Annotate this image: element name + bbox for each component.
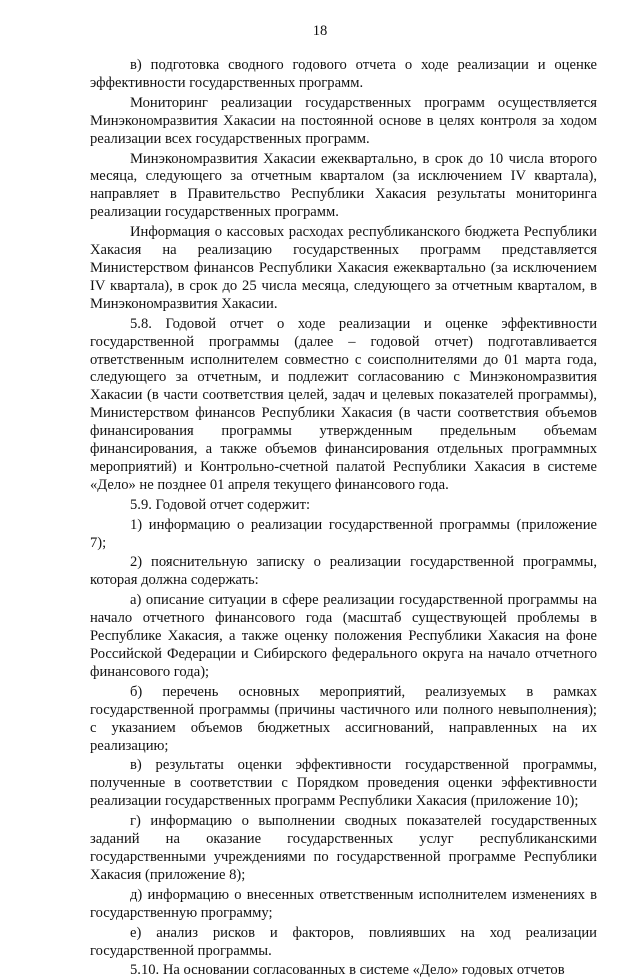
paragraph-section-5-8: 5.8. Годовой отчет о ходе реализации и оценке эффективности государственной программы (далее – годовой отчет) подготавливается ответственным исполнителем совместно с соисполнителями до 01 марта года, следующего за отчетным, и подлежит согласованию с Минэкономразвития Хакасии (в части соответствия целей, задач и целевых показателей программы), Министерством финансов Республики Хакасия (в части соответствия объемов финансирования программы утвержденным предельным объемам финансирования, а также объемов финансирования отдельных программных мероприятий) и Контрольно-счетной палатой Республики Хакасия в системе «Дело» не позднее 01 апреля текущего финансового года.: [90, 315, 597, 493]
list-item-1: 1) информацию о реализации государственной программы (приложение 7);: [90, 516, 597, 551]
paragraph-cash-expenses: Информация о кассовых расходах республиканского бюджета Республики Хакасия на реализацию государственных программ представляется Министерством финансов Республики Хакасия ежеквартально (за исключением IV квартала), в срок до 25 числа месяца, следующего за отчетным кварталом, в Минэкономразвития Хакасии.: [90, 224, 597, 312]
list-item-v: в) результаты оценки эффективности государственной программы, полученные в соответствии с Порядком проведения оценки эффективности реализации государственных программ Республики Хакасия (приложение 10);: [90, 757, 597, 810]
paragraph-monitoring: Мониторинг реализации государственных программ осуществляется Минэкономразвития Хакасии на постоянной основе в целях контроля за ходом реализации всех государственных программ.: [90, 94, 597, 147]
list-item-e: е) анализ рисков и факторов, повлиявших на ход реализации государственной программы.: [90, 924, 597, 959]
list-item-d: д) информацию о внесенных ответственным исполнителем изменениях в государственную программу;: [90, 886, 597, 921]
paragraph-item-v-summary-report: в) подготовка сводного годового отчета о ходе реализации и оценке эффективности государственных программ.: [90, 57, 597, 91]
list-item-g: г) информацию о выполнении сводных показателей государственных заданий на оказание государственных услуг республиканскими государственными учреждениями по государственной программе Республики Хакасия (приложение 8);: [90, 813, 597, 883]
list-item-2: 2) пояснительную записку о реализации государственной программы, которая должна содержать:: [90, 554, 597, 589]
list-item-b: б) перечень основных мероприятий, реализуемых в рамках государственной программы (причины частичного или полного невыполнения); с указанием объемов бюджетных ассигнований, направленных на их реализацию;: [90, 683, 597, 754]
list-item-a: а) описание ситуации в сфере реализации государственной программы на начало отчетного финансового года (масштаб существующей проблемы в Республике Хакасия, а также оценку положения Республики Хакасия на фоне Российской Федерации и Сибирского федерального округа на начало отчетного финансового года);: [90, 592, 597, 680]
paragraph-quarterly-monitoring: Минэкономразвития Хакасии ежеквартально, в срок до 10 числа второго месяца, следующего за отчетным кварталом (за исключением IV квартала), направляет в Правительство Республики Хакасия результаты мониторинга реализации государственных программ.: [90, 150, 597, 221]
paragraph-section-5-9: 5.9. Годовой отчет содержит:: [130, 496, 311, 513]
paragraph-section-5-10: 5.10. На основании согласованных в системе «Дело» годовых отчетов: [130, 962, 565, 979]
body-text: [90, 57, 597, 980]
page-number: 18: [312, 23, 328, 39]
